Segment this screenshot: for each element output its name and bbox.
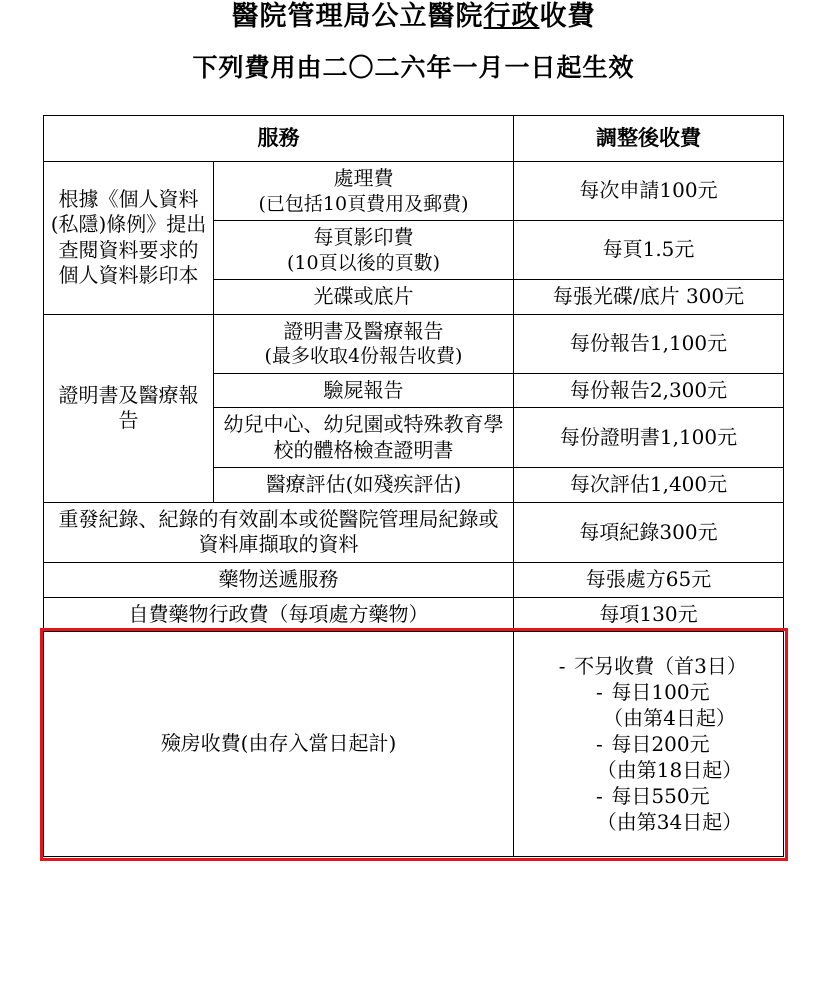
service-cell: 光碟或底片 [214,280,514,315]
dash-bullet: - [596,680,603,705]
category-cell-certificates: 證明書及醫療報告 [44,314,214,502]
service-label: 證明書及醫療報告 [283,318,444,343]
page-title-tail: 收費 [539,1,596,32]
table-row-highlighted [44,632,784,857]
table-row [44,314,784,373]
fee-cell: 每次申請100元 [514,162,784,221]
fee-cell: 每份報告1,100元 [514,314,784,373]
service-cell [214,314,514,373]
list-item [520,783,777,835]
fee-cell: 每項紀錄300元 [514,502,784,562]
document-page [0,2,827,1002]
service-cell: 醫療評估(如殘疾評估) [214,468,514,503]
fee-cell: 每頁1.5元 [514,221,784,280]
fee-sub: （由第4日起） [603,706,736,731]
service-cell: 自費藥物行政費（每項處方藥物） [44,597,514,632]
list-item [520,653,777,679]
fee-main: 不另收費（首3日） [574,654,747,679]
service-cell: 幼兒中心、幼兒園或特殊教育學校的體格檢查證明書 [214,408,514,468]
table-row [44,563,784,598]
fee-cell: 每次評估1,400元 [514,468,784,503]
table-row [44,597,784,632]
title-block [0,2,827,81]
fee-main: 每日100元 [611,680,710,705]
fee-cell-morgue [514,632,784,857]
service-cell: 驗屍報告 [214,373,514,408]
list-item [520,731,777,783]
list-item [520,679,777,731]
service-note: (最多收取4份報告收費) [264,345,463,368]
fee-main: 每日550元 [611,784,710,809]
table-row [44,162,784,221]
column-header-service: 服務 [44,116,514,162]
table-header-row [44,116,784,162]
fee-sub: （由第18日起） [596,758,743,783]
service-label: 每頁影印費 [313,225,414,250]
column-header-fee: 調整後收費 [514,116,784,162]
service-note: (已包括10頁費用及郵費) [258,192,469,215]
page-title [0,2,827,32]
table-row [44,502,784,562]
page-subtitle: 下列費用由二〇二六年一月一日起生效 [192,52,635,82]
fee-cell: 每份證明書1,100元 [514,408,784,468]
fee-cell: 每張處方65元 [514,563,784,598]
fee-sub: （由第34日起） [596,810,743,835]
service-cell: 重發紀錄、紀錄的有效副本或從醫院管理局紀錄或資料庫擷取的資料 [44,502,514,562]
service-note: (10頁以後的頁數) [286,251,440,274]
dash-bullet: - [596,732,603,757]
morgue-fee-list [520,653,777,835]
service-cell [214,221,514,280]
service-cell [214,162,514,221]
service-cell-morgue: 殮房收費(由存入當日起計) [44,632,514,857]
fees-table [43,115,784,857]
fee-cell: 每份報告2,300元 [514,373,784,408]
dash-bullet: - [596,784,603,809]
fee-cell: 每張光碟/底片 300元 [514,280,784,315]
page-title-main: 醫院管理局公立醫院 [231,1,484,32]
service-cell: 藥物送遞服務 [44,563,514,598]
service-label: 處理費 [333,166,394,191]
dash-bullet: - [558,654,566,679]
fee-main: 每日200元 [611,732,710,757]
table-wrapper [0,115,827,857]
fee-cell: 每項130元 [514,597,784,632]
category-cell-personal-data: 根據《個人資料(私隱)條例》提出查閱資料要求的個人資料影印本 [44,162,214,314]
page-title-underlined: 行政 [483,1,540,32]
